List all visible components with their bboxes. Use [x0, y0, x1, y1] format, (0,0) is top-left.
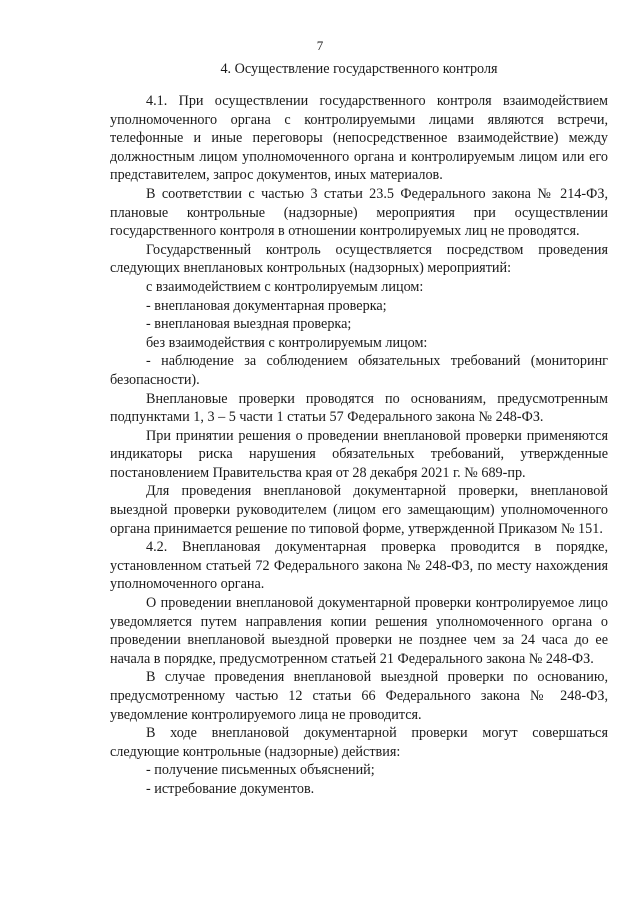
paragraph-grounds: Внеплановые проверки проводятся по основаниям, предусмотренным подпунктами 1, 3 – 5 части 1 статьи 57 Федерального закона № 248-ФЗ.	[110, 390, 608, 426]
section-heading: 4. Осуществление государственного контроля	[220, 61, 498, 77]
body-text	[110, 92, 608, 799]
paragraph-unplanned-measures: Государственный контроль осуществляется посредством проведения следующих внеплановых контрольных (надзорных) мероприятий:	[110, 241, 608, 277]
list-heading-with-interaction: с взаимодействием с контролируемым лицом:	[146, 278, 424, 295]
list-heading-without-interaction: без взаимодействия с контролируемым лицом:	[146, 334, 428, 351]
paragraph-risk-indicators: При принятии решения о проведении внеплановой проверки применяются индикаторы риска нарушения обязательных требований, утвержденные постановлением Правительства края от 28 декабря 2021 г. № 689-пр.	[110, 427, 608, 481]
page-number: 7	[316, 38, 324, 53]
list-item-field-check: - внеплановая выездная проверка;	[146, 316, 352, 333]
list-item-monitoring: - наблюдение за соблюдением обязательных требований (мониторинг безопасности).	[110, 353, 608, 388]
paragraph-4-2: 4.2. Внеплановая документарная проверка проводится в порядке, установленном статьей 72 Федерального закона № 248-ФЗ, по месту нахождения уполномоченного органа.	[110, 539, 608, 593]
paragraph-control-actions: В ходе внеплановой документарной проверки могут совершаться следующие контрольные (надзорные) действия:	[110, 725, 608, 760]
paragraph-decision: Для проведения внеплановой документарной проверки, внеплановой выездной проверки руководителем (лицом его замещающим) уполномоченного органа принимается решение по типовой форме, утвержденной Приказом № 151.	[110, 483, 608, 537]
list-item-documents: - истребование документов.	[146, 780, 315, 797]
paragraph-planned-inspections: В соответствии с частью 3 статьи 23.5 Федерального закона № 214-ФЗ, плановые контрольные (надзорные) мероприятия при осуществлении государственного контроля в отношении контролируемых лиц не проводятся.	[110, 185, 608, 240]
paragraph-notification: О проведении внеплановой документарной проверки контролируемое лицо уведомляется путем направления копии решения уполномоченного органа о проведении внеплановой выездной проверки не позднее чем за 24 часа до ее начала в порядке, предусмотренном статьей 21 Федерального закона № 248-ФЗ.	[110, 595, 608, 667]
list-item-explanations: - получение письменных объяснений;	[146, 762, 375, 779]
paragraph-4-1: 4.1. При осуществлении государственного контроля взаимодействием уполномоченного органа с контролируемыми лицами являются встречи, телефонные и иные переговоры (непосредственное взаимодействие) между должностным лицом уполномоченного органа и контролируемым лицом или его представителем, запрос документов, иных материалов.	[110, 93, 608, 184]
list-item-documentary-check: - внеплановая документарная проверка;	[146, 297, 387, 314]
paragraph-no-notification: В случае проведения внеплановой выездной проверки по основанию, предусмотренному частью 12 статьи 66 Федерального закона № 248-ФЗ, уведомление контролируемого лица не проводится.	[110, 669, 608, 723]
